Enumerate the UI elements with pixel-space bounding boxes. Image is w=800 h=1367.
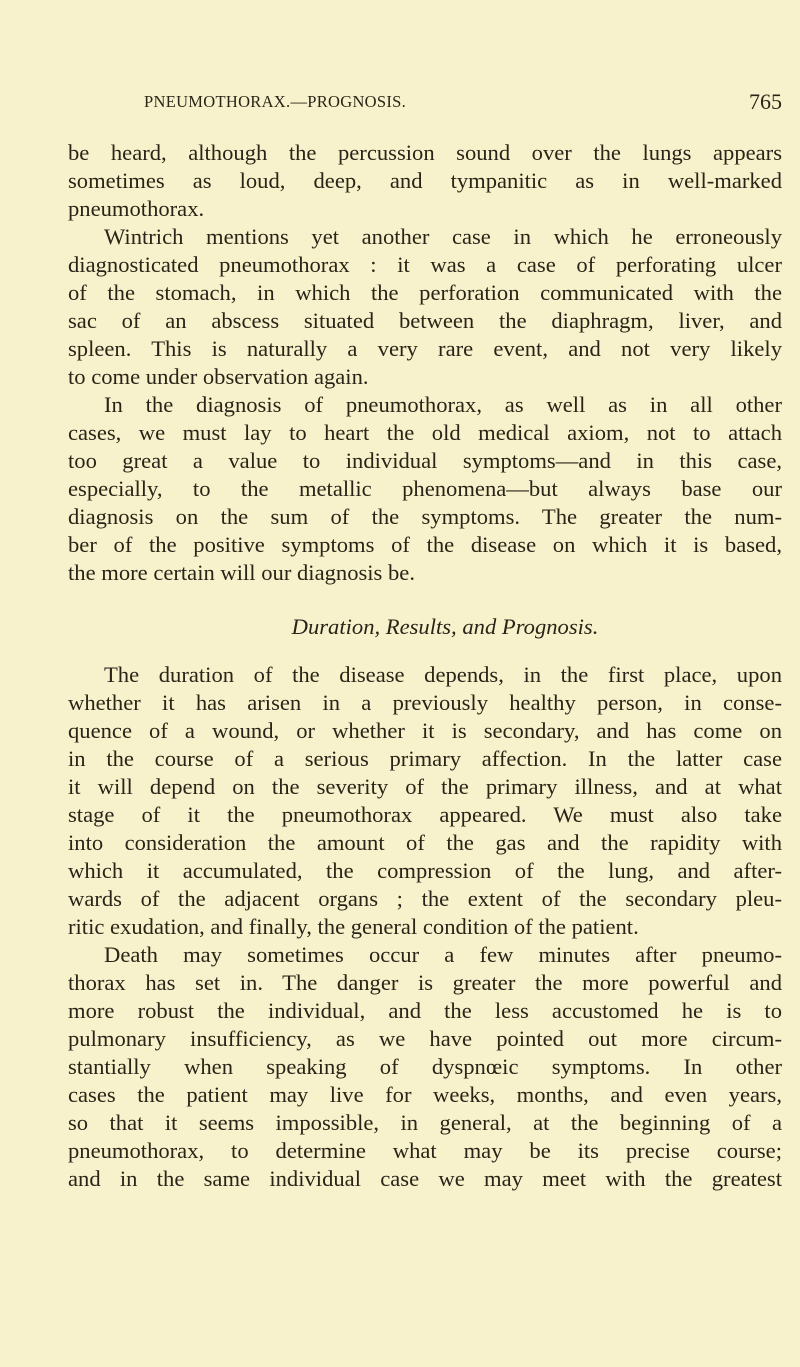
text-line: more robust the individual, and the less accustomed he is to (68, 998, 782, 1023)
text-line: it will depend on the severity of the primary illness, and at what (68, 774, 782, 799)
text-line: especially, to the metallic phenomena—but always base our (68, 476, 782, 501)
text-line: The duration of the disease depends, in the first place, upon (104, 662, 782, 687)
text-line: the more certain will our diagnosis be. (68, 560, 415, 585)
text-line: cases, we must lay to heart the old medical axiom, not to attach (68, 420, 782, 445)
section-heading: Duration, Results, and Prognosis. (291, 614, 599, 639)
text-line: to come under observation again. (68, 364, 369, 389)
text-line: Death may sometimes occur a few minutes after pneumo- (104, 942, 782, 967)
text-line: into consideration the amount of the gas and the rapidity with (68, 830, 782, 855)
paragraph (68, 661, 782, 941)
text-line: ritic exudation, and finally, the general condition of the patient. (68, 914, 639, 939)
text-line: pulmonary insufficiency, as we have pointed out more circum- (68, 1026, 782, 1051)
page-body (68, 139, 782, 1193)
text-line: pneumothorax, to determine what may be its precise course; (68, 1138, 782, 1163)
text-line: diagnosis on the sum of the symptoms. The greater the num- (68, 504, 782, 529)
text-line: Wintrich mentions yet another case in which he erroneously (104, 224, 782, 249)
paragraph (68, 223, 782, 391)
text-line: of the stomach, in which the perforation communicated with the (68, 280, 782, 305)
text-line: stantially when speaking of dyspnœic symptoms. In other (68, 1054, 782, 1079)
text-line: pneumothorax. (68, 196, 205, 221)
text-line: quence of a wound, or whether it is secondary, and has come on (68, 718, 782, 743)
text-line: sac of an abscess situated between the diaphragm, liver, and (68, 308, 782, 333)
text-line: which it accumulated, the compression of the lung, and after- (68, 858, 782, 883)
paragraph (68, 941, 782, 1193)
text-line: too great a value to individual symptoms—and in this case, (68, 448, 782, 473)
text-line: sometimes as loud, deep, and tympanitic as in well-marked (68, 168, 782, 193)
text-line: cases the patient may live for weeks, months, and even years, (68, 1082, 782, 1107)
text-line: whether it has arisen in a previously healthy person, in conse- (68, 690, 782, 715)
page-number: 765 (749, 89, 782, 114)
text-line: in the course of a serious primary affection. In the latter case (68, 746, 782, 771)
text-line: ber of the positive symptoms of the disease on which it is based, (68, 532, 782, 557)
paragraph (68, 139, 782, 223)
running-title: PNEUMOTHORAX.—PROGNOSIS. (144, 92, 407, 111)
text-line: spleen. This is naturally a very rare event, and not very likely (68, 336, 782, 361)
text-line: thorax has set in. The danger is greater the more powerful and (68, 970, 782, 995)
text-line: and in the same individual case we may meet with the greatest (68, 1166, 782, 1191)
page-header (68, 89, 782, 122)
text-line: stage of it the pneumothorax appeared. We must also take (68, 802, 782, 827)
text-line: be heard, although the percussion sound over the lungs appears (68, 140, 782, 165)
paragraph (68, 391, 782, 587)
text-line: wards of the adjacent organs ; the extent of the secondary pleu- (68, 886, 782, 911)
text-line: diagnosticated pneumothorax : it was a case of perforating ulcer (68, 252, 782, 277)
text-line: In the diagnosis of pneumothorax, as well as in all other (104, 392, 782, 417)
text-line: so that it seems impossible, in general, at the beginning of a (68, 1110, 782, 1135)
